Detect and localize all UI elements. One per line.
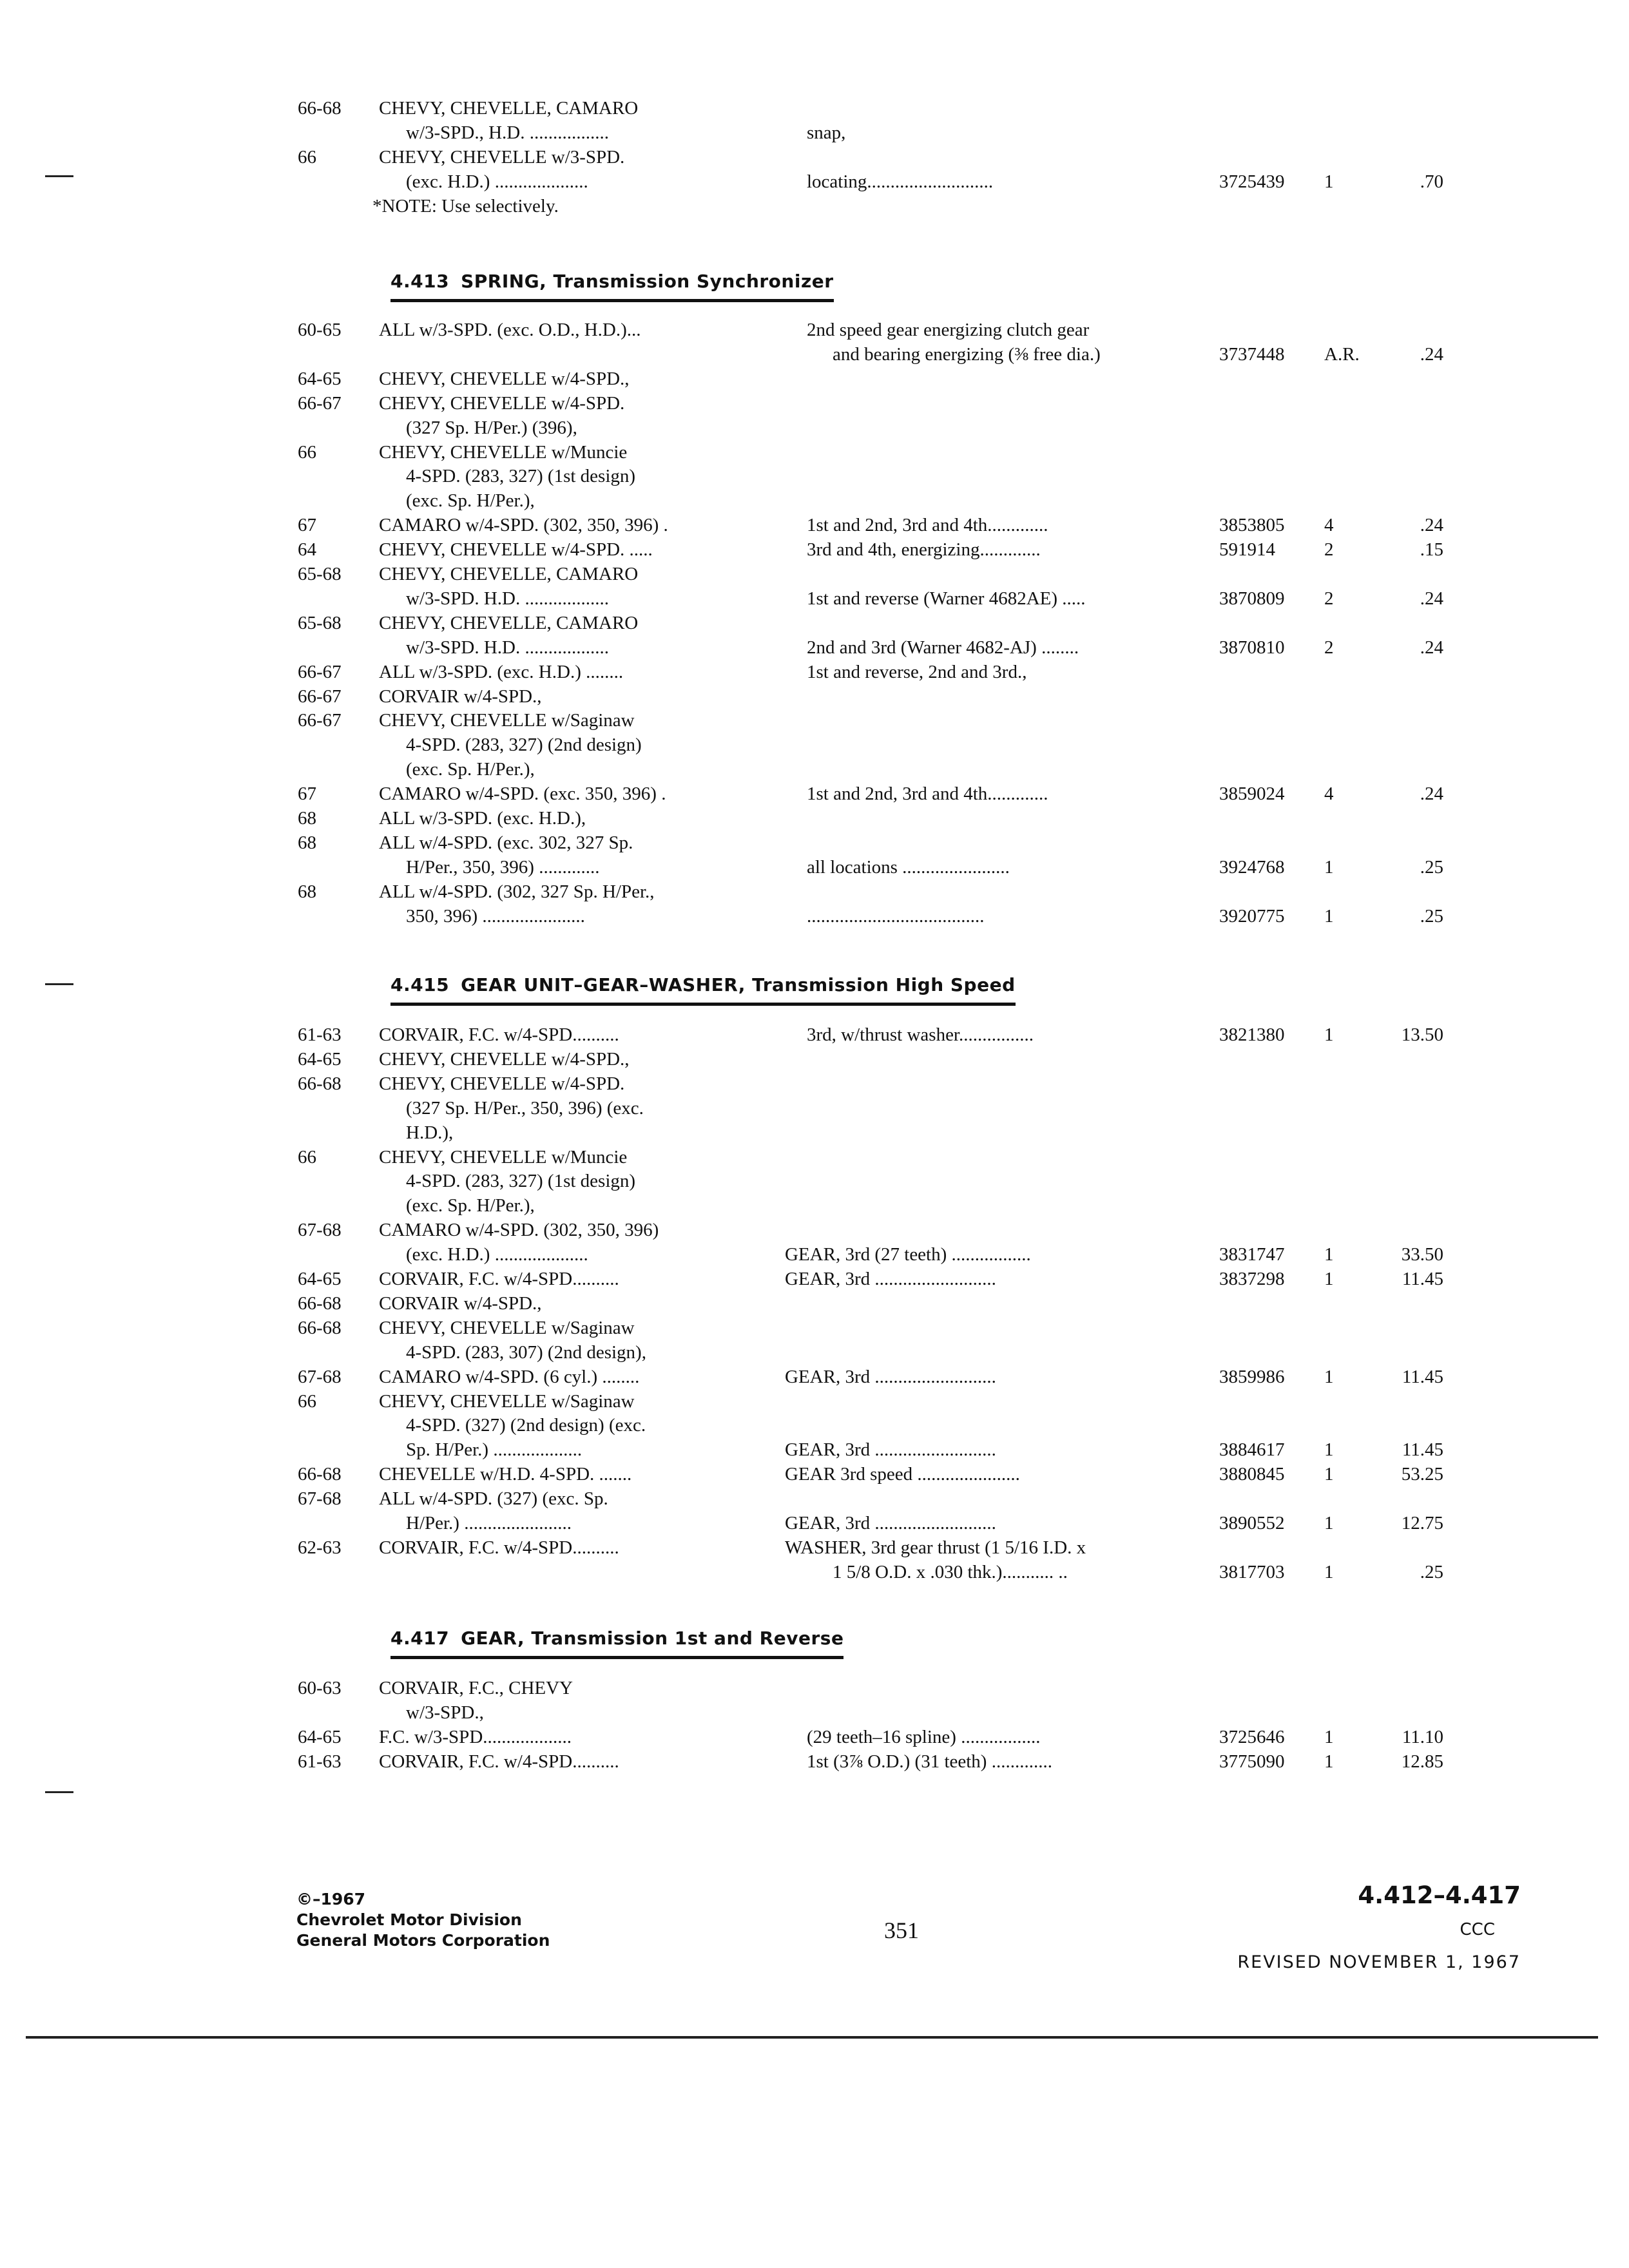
table-row bbox=[0, 1071, 1629, 1097]
page-number: 351 bbox=[884, 1917, 919, 1943]
quantity-cell: 1 bbox=[1324, 905, 1334, 927]
quantity-cell: 1 bbox=[1324, 1439, 1334, 1461]
application-cell: 4-SPD. (283, 327) (2nd design) bbox=[406, 735, 642, 756]
price-cell: 11.45 bbox=[1402, 1366, 1443, 1387]
quantity-cell: 2 bbox=[1324, 539, 1334, 561]
publisher-block bbox=[296, 1889, 550, 1951]
application-cell: CAMARO w/4-SPD. (exc. 350, 396) . bbox=[379, 783, 666, 805]
price-cell: 12.85 bbox=[1401, 1751, 1443, 1772]
table-row bbox=[0, 1389, 1629, 1414]
table-row bbox=[0, 903, 1629, 929]
price-cell: .70 bbox=[1420, 171, 1443, 192]
application-cell: CAMARO w/4-SPD. (6 cyl.) ........ bbox=[379, 1366, 640, 1387]
application-cell: ALL w/4-SPD. (327) (exc. Sp. bbox=[379, 1488, 608, 1510]
quantity-cell: 1 bbox=[1324, 171, 1334, 192]
part-number-cell: 3725646 bbox=[1219, 1727, 1285, 1747]
year-cell: 60-63 bbox=[298, 1678, 342, 1698]
quantity-cell: 2 bbox=[1324, 637, 1334, 658]
table-row bbox=[0, 415, 1629, 441]
part-number-cell: 591914 bbox=[1219, 539, 1275, 561]
part-number-cell: 3737448 bbox=[1219, 343, 1285, 365]
price-cell: .24 bbox=[1420, 783, 1443, 805]
description-cell: 3rd and 4th, energizing............. bbox=[807, 539, 1041, 561]
part-number-cell: 3859986 bbox=[1219, 1366, 1285, 1387]
table-row bbox=[0, 144, 1629, 170]
quantity-cell: 1 bbox=[1324, 1464, 1334, 1485]
part-number-cell: 3725439 bbox=[1219, 171, 1285, 192]
application-cell: CAMARO w/4-SPD. (302, 350, 396) . bbox=[379, 515, 668, 536]
table-row bbox=[0, 1217, 1629, 1243]
year-cell: 66-68 bbox=[298, 98, 342, 119]
revision-date: REVISED NOVEMBER 1, 1967 bbox=[1237, 1952, 1521, 1972]
description-cell: GEAR, 3rd .......................... bbox=[785, 1513, 996, 1533]
table-row bbox=[0, 1364, 1629, 1390]
description-cell: GEAR 3rd speed ...................... bbox=[785, 1464, 1020, 1485]
division: Chevrolet Motor Division bbox=[296, 1910, 522, 1929]
table-row bbox=[0, 537, 1629, 562]
application-cell: CHEVELLE w/H.D. 4-SPD. ....... bbox=[379, 1464, 632, 1485]
application-cell: ALL w/3-SPD. (exc. O.D., H.D.)... bbox=[379, 320, 641, 340]
application-cell: ALL w/4-SPD. (302, 327 Sp. H/Per., bbox=[379, 881, 655, 902]
bottom-rule bbox=[26, 2036, 1598, 2039]
application-cell: ALL w/4-SPD. (exc. 302, 327 Sp. bbox=[379, 832, 633, 853]
price-cell: 11.45 bbox=[1402, 1439, 1443, 1461]
year-cell: 68 bbox=[298, 808, 316, 829]
table-row bbox=[0, 756, 1629, 782]
application-cell: CHEVY, CHEVELLE w/4-SPD., bbox=[379, 368, 630, 389]
quantity-cell: 4 bbox=[1324, 515, 1334, 536]
application-cell: CORVAIR, F.C. w/4-SPD.......... bbox=[379, 1751, 619, 1772]
year-cell: 66-67 bbox=[298, 392, 342, 414]
application-cell: CHEVY, CHEVELLE w/Saginaw bbox=[379, 1390, 635, 1412]
description-cell: snap, bbox=[807, 122, 846, 143]
table-row bbox=[0, 1461, 1629, 1487]
table-row bbox=[0, 854, 1629, 880]
table-row bbox=[0, 1749, 1629, 1774]
table-row bbox=[0, 1046, 1629, 1072]
application-cell: w/3-SPD., H.D. ................. bbox=[406, 122, 609, 143]
table-row bbox=[0, 488, 1629, 514]
corporation: General Motors Corporation bbox=[296, 1931, 550, 1950]
section-title: GEAR UNIT–GEAR–WASHER, Transmission High Speed bbox=[461, 974, 1016, 995]
description-cell: 1st and 2nd, 3rd and 4th............. bbox=[807, 515, 1048, 536]
application-cell: (exc. H.D.) .................... bbox=[406, 171, 588, 192]
application-cell: (exc. Sp. H/Per.), bbox=[406, 490, 535, 512]
description-cell: 1st and reverse, 2nd and 3rd., bbox=[807, 661, 1027, 682]
table-row bbox=[0, 684, 1629, 709]
part-number-cell: 3924768 bbox=[1219, 856, 1285, 878]
price-cell: 53.25 bbox=[1401, 1464, 1443, 1485]
year-cell: 64 bbox=[298, 539, 316, 561]
description-cell: 1 5/8 O.D. x .030 thk.)........... .. bbox=[833, 1561, 1068, 1582]
section-header-4-417 bbox=[0, 1625, 1629, 1658]
year-cell: 67-68 bbox=[298, 1220, 342, 1241]
table-row bbox=[0, 1193, 1629, 1218]
price-cell: .25 bbox=[1420, 856, 1443, 878]
year-cell: 66-67 bbox=[298, 686, 342, 707]
description-cell: 2nd speed gear energizing clutch gear bbox=[807, 320, 1090, 340]
application-cell: *NOTE: Use selectively. bbox=[372, 196, 559, 216]
table-row bbox=[0, 805, 1629, 831]
description-cell: 1st and reverse (Warner 4682AE) ..... bbox=[807, 588, 1086, 609]
description-cell: GEAR, 3rd .......................... bbox=[785, 1439, 996, 1461]
year-cell: 66 bbox=[298, 441, 316, 463]
application-cell: (327 Sp. H/Per.) (396), bbox=[406, 417, 577, 438]
application-cell: 4-SPD. (283, 307) (2nd design), bbox=[406, 1341, 646, 1363]
margin-mark bbox=[45, 175, 73, 177]
table-row bbox=[0, 169, 1629, 195]
application-cell: w/3-SPD., bbox=[406, 1702, 484, 1723]
section-header-4-413 bbox=[0, 268, 1629, 302]
table-row bbox=[0, 317, 1629, 343]
margin-mark bbox=[45, 983, 73, 985]
application-cell: F.C. w/3-SPD................... bbox=[379, 1727, 572, 1747]
table-row bbox=[0, 1437, 1629, 1463]
section-title: GEAR, Transmission 1st and Reverse bbox=[461, 1628, 844, 1649]
year-cell: 66-68 bbox=[298, 1464, 342, 1485]
description-cell: GEAR, 3rd .......................... bbox=[785, 1366, 996, 1387]
table-row bbox=[0, 1700, 1629, 1725]
application-cell: w/3-SPD. H.D. .................. bbox=[406, 588, 609, 609]
year-cell: 66-67 bbox=[298, 661, 342, 682]
description-cell: GEAR, 3rd (27 teeth) ................. bbox=[785, 1244, 1031, 1265]
quantity-cell: 1 bbox=[1324, 1269, 1334, 1289]
table-row bbox=[0, 732, 1629, 758]
quantity-cell: 1 bbox=[1324, 1024, 1334, 1045]
year-cell: 66-68 bbox=[298, 1317, 342, 1338]
application-cell: CORVAIR, F.C. w/4-SPD.......... bbox=[379, 1024, 619, 1045]
application-cell: (327 Sp. H/Per., 350, 396) (exc. bbox=[406, 1097, 644, 1119]
quantity-cell: 1 bbox=[1324, 1244, 1334, 1265]
application-cell: CHEVY, CHEVELLE w/4-SPD., bbox=[379, 1048, 630, 1070]
description-cell: 2nd and 3rd (Warner 4682-AJ) ........ bbox=[807, 637, 1079, 658]
table-row bbox=[0, 95, 1629, 121]
application-cell: CHEVY, CHEVELLE, CAMARO bbox=[379, 564, 639, 584]
quantity-cell: 1 bbox=[1324, 1751, 1334, 1772]
application-cell: CHEVY, CHEVELLE w/Saginaw bbox=[379, 1317, 635, 1338]
copyright: ©–1967 bbox=[296, 1890, 366, 1908]
application-cell: (exc. Sp. H/Per.), bbox=[406, 759, 535, 780]
section-title-4-417 bbox=[390, 1625, 843, 1659]
table-row bbox=[0, 512, 1629, 538]
description-cell: (29 teeth–16 spline) ................. bbox=[807, 1727, 1041, 1747]
description-cell: all locations ....................... bbox=[807, 856, 1010, 878]
table-row bbox=[0, 781, 1629, 807]
application-cell: CHEVY, CHEVELLE, CAMARO bbox=[379, 612, 639, 633]
application-cell: CHEVY, CHEVELLE w/Muncie bbox=[379, 1146, 628, 1168]
application-cell: (exc. H.D.) .................... bbox=[406, 1244, 588, 1265]
price-cell: 12.75 bbox=[1401, 1513, 1443, 1533]
application-cell: H.D.), bbox=[406, 1122, 454, 1143]
table-row bbox=[0, 390, 1629, 416]
table-row bbox=[0, 1266, 1629, 1292]
year-cell: 66-68 bbox=[298, 1073, 342, 1094]
quantity-cell: 2 bbox=[1324, 588, 1334, 609]
price-cell: .24 bbox=[1420, 343, 1443, 365]
table-row bbox=[0, 1559, 1629, 1585]
description-cell: locating........................... bbox=[807, 171, 994, 192]
table-row bbox=[0, 1535, 1629, 1561]
price-cell: .24 bbox=[1420, 588, 1443, 609]
table-row bbox=[0, 659, 1629, 685]
application-cell: w/3-SPD. H.D. .................. bbox=[406, 637, 609, 658]
description-cell: and bearing energizing (⅜ free dia.) bbox=[833, 343, 1101, 365]
application-cell: H/Per., 350, 396) ............. bbox=[406, 856, 600, 878]
part-number-cell: 3853805 bbox=[1219, 515, 1285, 536]
quantity-cell: 1 bbox=[1324, 856, 1334, 878]
table-row bbox=[0, 1242, 1629, 1267]
quantity-cell: 1 bbox=[1324, 1513, 1334, 1533]
table-row bbox=[0, 586, 1629, 611]
section-header-4-415 bbox=[0, 972, 1629, 1005]
section-number: 4.415 bbox=[390, 974, 450, 995]
table-row bbox=[0, 1724, 1629, 1750]
price-cell: .24 bbox=[1420, 637, 1443, 658]
year-cell: 66-68 bbox=[298, 1293, 342, 1314]
year-cell: 65-68 bbox=[298, 612, 342, 633]
section-number: 4.413 bbox=[390, 271, 450, 292]
description-cell: 3rd, w/thrust washer................ bbox=[807, 1024, 1034, 1045]
table-row bbox=[0, 561, 1629, 587]
year-cell: 66 bbox=[298, 1146, 316, 1168]
application-cell: CHEVY, CHEVELLE w/3-SPD. bbox=[379, 147, 625, 168]
margin-mark bbox=[45, 1791, 73, 1793]
application-cell: CORVAIR w/4-SPD., bbox=[379, 686, 542, 707]
description-cell: ...................................... bbox=[807, 905, 985, 927]
part-number-cell: 3890552 bbox=[1219, 1513, 1285, 1533]
application-cell: 350, 396) ...................... bbox=[406, 905, 585, 927]
part-number-cell: 3775090 bbox=[1219, 1751, 1285, 1772]
table-row bbox=[0, 439, 1629, 465]
price-cell: .25 bbox=[1420, 905, 1443, 927]
price-cell: 11.45 bbox=[1402, 1269, 1443, 1289]
application-cell: H/Per.) ....................... bbox=[406, 1513, 572, 1533]
table-row bbox=[0, 1340, 1629, 1365]
part-number-cell: 3817703 bbox=[1219, 1561, 1285, 1582]
price-cell: .24 bbox=[1420, 515, 1443, 536]
application-cell: 4-SPD. (283, 327) (1st design) bbox=[406, 466, 636, 487]
table-row bbox=[0, 120, 1629, 146]
table-row bbox=[0, 1510, 1629, 1536]
description-cell: 1st (3⅞ O.D.) (31 teeth) ............. bbox=[807, 1751, 1052, 1772]
table-row bbox=[0, 366, 1629, 392]
table-row bbox=[0, 1120, 1629, 1146]
table-row bbox=[0, 341, 1629, 367]
table-row bbox=[0, 1315, 1629, 1341]
application-cell: 4-SPD. (327) (2nd design) (exc. bbox=[406, 1415, 646, 1436]
table-row bbox=[0, 463, 1629, 489]
application-cell: CHEVY, CHEVELLE w/4-SPD. bbox=[379, 392, 625, 414]
section-title-4-413 bbox=[390, 268, 834, 302]
application-cell: Sp. H/Per.) ................... bbox=[406, 1439, 583, 1461]
year-cell: 67 bbox=[298, 783, 316, 805]
quantity-cell: 1 bbox=[1324, 1561, 1334, 1582]
price-cell: .25 bbox=[1420, 1561, 1443, 1582]
application-cell: 4-SPD. (283, 327) (1st design) bbox=[406, 1171, 636, 1192]
year-cell: 61-63 bbox=[298, 1024, 342, 1045]
section-title: SPRING, Transmission Synchronizer bbox=[461, 271, 834, 292]
year-cell: 66 bbox=[298, 147, 316, 168]
table-row bbox=[0, 1168, 1629, 1194]
year-cell: 67 bbox=[298, 515, 316, 536]
price-cell: 11.10 bbox=[1402, 1727, 1443, 1747]
year-cell: 66-67 bbox=[298, 710, 342, 731]
table-row bbox=[0, 830, 1629, 856]
year-cell: 67-68 bbox=[298, 1366, 342, 1387]
year-cell: 68 bbox=[298, 881, 316, 902]
table-row bbox=[0, 1291, 1629, 1316]
quantity-cell: 4 bbox=[1324, 783, 1334, 805]
part-number-cell: 3870809 bbox=[1219, 588, 1285, 609]
application-cell: ALL w/3-SPD. (exc. H.D.) ........ bbox=[379, 661, 624, 682]
year-cell: 68 bbox=[298, 832, 316, 853]
part-number-cell: 3837298 bbox=[1219, 1269, 1285, 1289]
price-cell: 33.50 bbox=[1401, 1244, 1443, 1265]
part-number-cell: 3821380 bbox=[1219, 1024, 1285, 1045]
table-row bbox=[0, 1675, 1629, 1701]
part-number-cell: 3880845 bbox=[1219, 1464, 1285, 1485]
application-cell: ALL w/3-SPD. (exc. H.D.), bbox=[379, 808, 586, 829]
description-cell: 1st and 2nd, 3rd and 4th............. bbox=[807, 783, 1048, 805]
description-cell: WASHER, 3rd gear thrust (1 5/16 I.D. x bbox=[785, 1537, 1086, 1558]
table-row bbox=[0, 879, 1629, 905]
year-cell: 64-65 bbox=[298, 1048, 342, 1070]
quantity-cell: A.R. bbox=[1324, 343, 1360, 365]
table-row bbox=[0, 635, 1629, 660]
year-cell: 67-68 bbox=[298, 1488, 342, 1510]
table-row bbox=[0, 707, 1629, 733]
section-title-4-415 bbox=[390, 972, 1016, 1006]
part-number-cell: 3870810 bbox=[1219, 637, 1285, 658]
table-row bbox=[0, 1412, 1629, 1438]
application-cell: CORVAIR, F.C. w/4-SPD.......... bbox=[379, 1269, 619, 1289]
table-row bbox=[0, 193, 1629, 219]
year-cell: 64-65 bbox=[298, 1727, 342, 1747]
application-cell: CORVAIR, F.C., CHEVY bbox=[379, 1678, 573, 1698]
catalog-code: CCC bbox=[1460, 1920, 1495, 1939]
section-range: 4.412–4.417 bbox=[1358, 1881, 1521, 1909]
application-cell: CHEVY, CHEVELLE w/4-SPD. ..... bbox=[379, 539, 653, 561]
table-row bbox=[0, 610, 1629, 636]
application-cell: CORVAIR, F.C. w/4-SPD.......... bbox=[379, 1537, 619, 1558]
year-cell: 64-65 bbox=[298, 1269, 342, 1289]
application-cell: (exc. Sp. H/Per.), bbox=[406, 1195, 535, 1216]
year-cell: 62-63 bbox=[298, 1537, 342, 1558]
part-number-cell: 3831747 bbox=[1219, 1244, 1285, 1265]
price-cell: .15 bbox=[1420, 539, 1443, 561]
year-cell: 64-65 bbox=[298, 368, 342, 389]
description-cell: GEAR, 3rd .......................... bbox=[785, 1269, 996, 1289]
application-cell: CHEVY, CHEVELLE w/Muncie bbox=[379, 441, 628, 463]
application-cell: CORVAIR w/4-SPD., bbox=[379, 1293, 542, 1314]
table-row bbox=[0, 1144, 1629, 1170]
application-cell: CHEVY, CHEVELLE, CAMARO bbox=[379, 98, 639, 119]
application-cell: CAMARO w/4-SPD. (302, 350, 396) bbox=[379, 1220, 659, 1241]
year-cell: 66 bbox=[298, 1390, 316, 1412]
application-cell: CHEVY, CHEVELLE w/4-SPD. bbox=[379, 1073, 625, 1094]
price-cell: 13.50 bbox=[1401, 1024, 1443, 1045]
quantity-cell: 1 bbox=[1324, 1366, 1334, 1387]
application-cell: CHEVY, CHEVELLE w/Saginaw bbox=[379, 710, 635, 731]
part-number-cell: 3920775 bbox=[1219, 905, 1285, 927]
year-cell: 65-68 bbox=[298, 564, 342, 584]
table-row bbox=[0, 1022, 1629, 1048]
quantity-cell: 1 bbox=[1324, 1727, 1334, 1747]
table-row bbox=[0, 1095, 1629, 1121]
table-row bbox=[0, 1486, 1629, 1512]
year-cell: 61-63 bbox=[298, 1751, 342, 1772]
section-number: 4.417 bbox=[390, 1628, 450, 1649]
year-cell: 60-65 bbox=[298, 320, 342, 340]
part-number-cell: 3884617 bbox=[1219, 1439, 1285, 1461]
part-number-cell: 3859024 bbox=[1219, 783, 1285, 805]
